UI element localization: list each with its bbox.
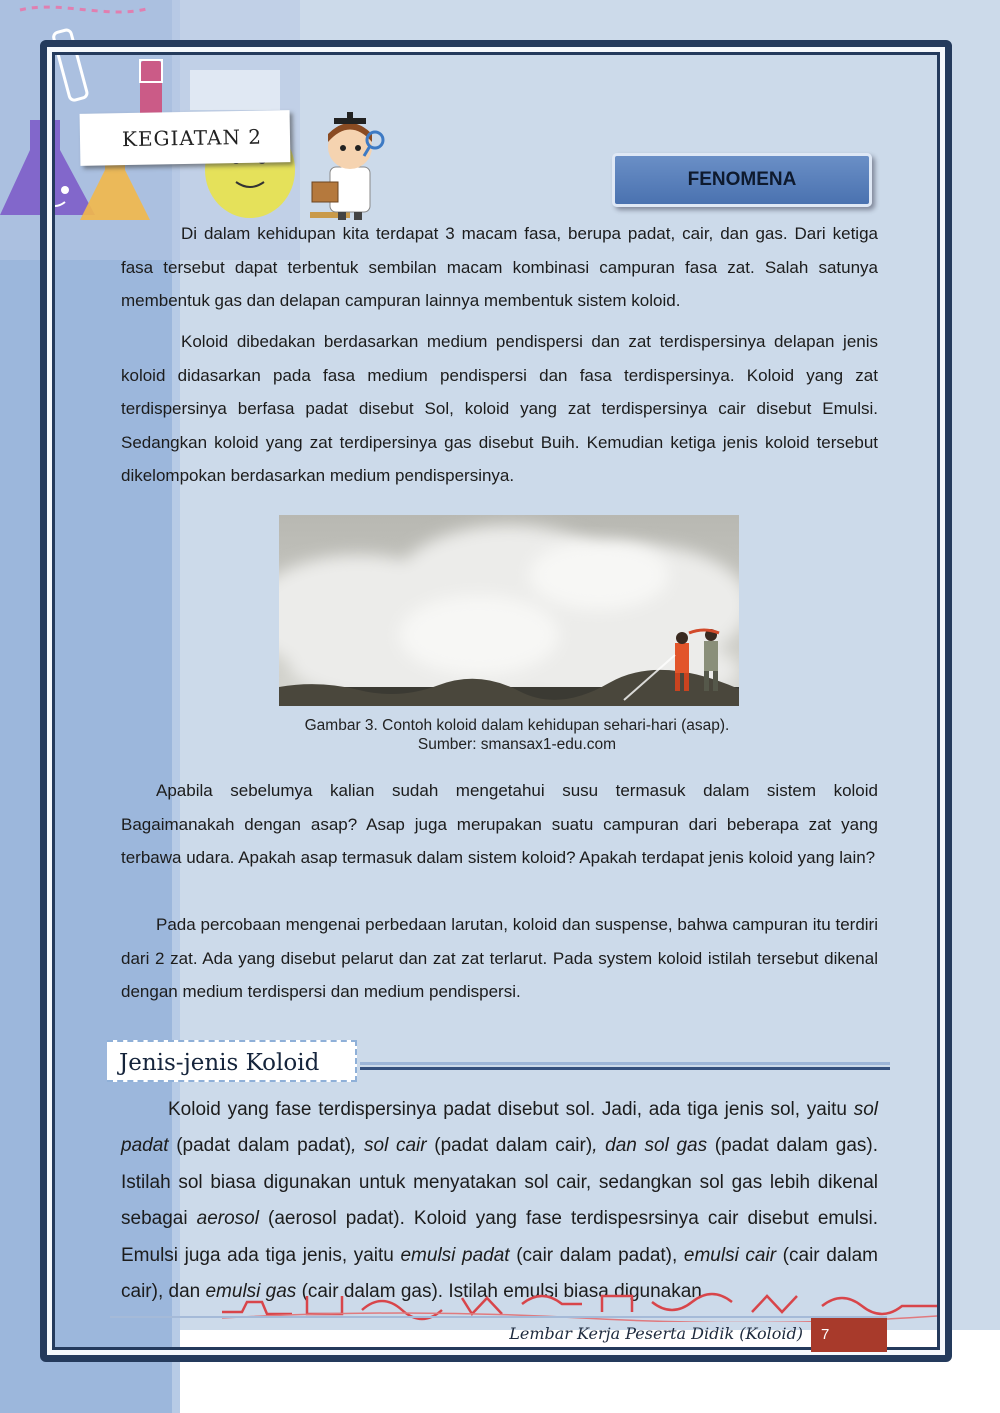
figure-caption: Gambar 3. Contoh koloid dalam kehidupan sehari-hari (asap). bbox=[304, 717, 730, 734]
smoke-photo bbox=[279, 515, 739, 706]
term-emulsi-padat: emulsi padat bbox=[400, 1244, 510, 1266]
page-number: 7 bbox=[811, 1318, 887, 1352]
emulsi-intro-text: (aerosol padat). Koloid yang fase terdispesrsinya cair disebut emulsi. Emulsi juga ada tiga jenis, yaitu bbox=[121, 1208, 879, 1266]
term-aerosol: aerosol bbox=[196, 1208, 259, 1230]
jenis-koloid-paragraph bbox=[121, 1092, 878, 1310]
discussion-paragraph-2: Pada percobaan mengenai perbedaan larutan, koloid dan suspense, bahwa campuran itu terdiri dari 2 zat. Ada yang disebut pelarut dan zat zat terlarut. Pada system koloid istilah tersebut dikenal dengan medium terdispersi dan medium pendispersi. bbox=[121, 915, 878, 1001]
scientist-mascot-icon bbox=[300, 112, 400, 222]
jenis-koloid-heading-card bbox=[107, 1040, 357, 1082]
emulsi-gas-desc: (cair dalam gas). Istilah emulsi biasa digunakan bbox=[301, 1281, 702, 1303]
term-sol-cair: , sol cair bbox=[351, 1135, 427, 1157]
footer-rule bbox=[110, 1316, 887, 1318]
term-emulsi-cair: emulsi cair bbox=[683, 1244, 777, 1266]
jenis-koloid-heading: Jenis-jenis Koloid bbox=[119, 1050, 320, 1076]
discussion-paragraph-1: Apabila sebelumya kalian sudah mengetahui susu termasuk dalam sistem koloid Bagaimanakah dengan asap? Asap juga merupakan suatu campuran dari beberapa zat yang terbawa udara. Apakah asap termasuk dalam sistem koloid? Apakah terdapat jenis koloid yang lain? bbox=[121, 781, 878, 867]
heading-rule-dark bbox=[360, 1067, 890, 1070]
intro-paragraph-2: Koloid dibedakan berdasarkan medium pendispersi dan zat terdispersinya delapan jenis koloid didasarkan pada fasa medium pendispersi dan fasa terdispersinya. Koloid yang zat terdispersinya berfasa padat disebut Sol, koloid yang zat terdispersinya cair disebut Emulsi. Sedangkan koloid yang zat terdipersinya gas disebut Buih. Kemudian ketiga jenis koloid tersebut dikelompokan berdasarkan medium pendispersinya. bbox=[121, 332, 878, 485]
sol-intro-text: Koloid yang fase terdispersinya padat disebut sol. Jadi, ada tiga jenis sol, yaitu bbox=[168, 1099, 847, 1120]
sol-padat-desc: (padat dalam padat) bbox=[176, 1135, 352, 1157]
figure-source: Sumber: smansax1-edu.com bbox=[417, 736, 617, 753]
kegiatan-label-card bbox=[80, 110, 291, 166]
sol-cair-desc: (padat dalam cair) bbox=[434, 1135, 593, 1157]
term-sol-padat: sol padat bbox=[121, 1099, 878, 1157]
heading-rule-light bbox=[360, 1062, 890, 1065]
fenomena-badge: FENOMENA bbox=[612, 153, 872, 207]
figure-caption-block bbox=[270, 716, 764, 754]
sol-gas-desc: (padat dalam gas). Istilah sol biasa digunakan untuk menyatakan sol cair, sedangkan sol gas lebih dikenal sebagai bbox=[121, 1135, 878, 1230]
footer-title: Lembar Kerja Peserta Didik (Koloid) bbox=[509, 1324, 803, 1343]
emulsi-cair-desc: (cair dalam cair), dan bbox=[121, 1244, 878, 1303]
term-emulsi-gas: emulsi gas bbox=[205, 1281, 297, 1303]
term-sol-gas: , dan sol gas bbox=[592, 1135, 708, 1157]
emulsi-padat-desc: (cair dalam padat), bbox=[516, 1244, 678, 1266]
intro-paragraph-1: Di dalam kehidupan kita terdapat 3 macam fasa, berupa padat, cair, dan gas. Dari ketiga fasa tersebut dapat terbentuk sembilan macam kombinasi campuran fasa zat. Salah satunya membentuk gas dan delapan campuran lainnya membentuk sistem koloid. bbox=[121, 224, 878, 310]
kegiatan-label: KEGIATAN 2 bbox=[121, 124, 263, 152]
